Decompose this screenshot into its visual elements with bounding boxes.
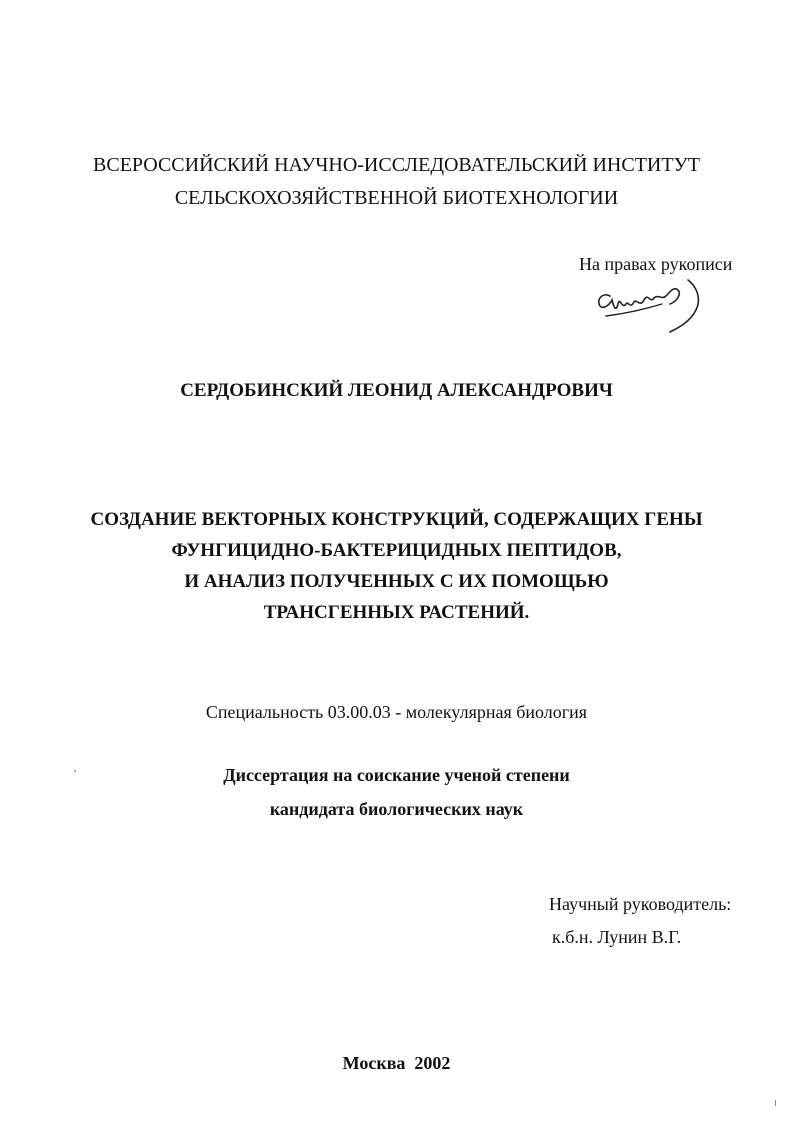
scan-speck: [74, 770, 76, 772]
signature-icon: [592, 274, 712, 336]
manuscript-note: На правах рукописи: [579, 254, 733, 274]
dissertation-type-line-1: Диссертация на соискание ученой степени: [223, 765, 570, 785]
dissertation-title-line-4: ТРАНСГЕННЫХ РАСТЕНИЙ.: [263, 602, 530, 623]
supervisor-label: Научный руководитель:: [549, 894, 732, 914]
dissertation-title-line-3: И АНАЛИЗ ПОЛУЧЕННЫХ С ИХ ПОМОЩЬЮ: [184, 571, 609, 592]
scan-speck: [775, 1100, 776, 1106]
supervisor-name: к.б.н. Лунин В.Г.: [552, 927, 682, 947]
institute-name-line-1: ВСЕРОССИЙСКИЙ НАУЧНО-ИССЛЕДОВАТЕЛЬСКИЙ ИНСТИТУТ: [93, 154, 700, 176]
dissertation-type-line-2: кандидата биологических наук: [269, 799, 524, 819]
author-name: СЕРДОБИНСКИЙ ЛЕОНИД АЛЕКСАНДРОВИЧ: [180, 380, 613, 401]
dissertation-title-line-1: СОЗДАНИЕ ВЕКТОРНЫХ КОНСТРУКЦИЙ, СОДЕРЖАЩИХ ГЕНЫ: [90, 509, 703, 530]
city-year: Москва 2002: [342, 1053, 451, 1073]
institute-name-line-2: СЕЛЬСКОХОЗЯЙСТВЕННОЙ БИОТЕХНОЛОГИИ: [174, 187, 619, 209]
specialty: Специальность 03.00.03 - молекулярная биология: [205, 702, 588, 722]
dissertation-title-line-2: ФУНГИЦИДНО-БАКТЕРИЦИДНЫХ ПЕПТИДОВ,: [171, 540, 622, 561]
